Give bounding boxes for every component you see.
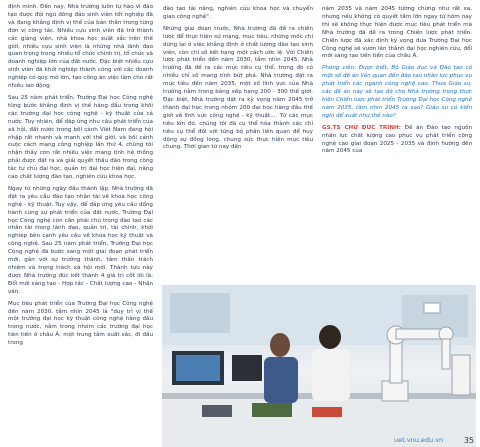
photo-illustration (162, 285, 476, 447)
robot-arm-lab-photo (162, 285, 476, 447)
text-column-2 (163, 6, 313, 156)
website-url[interactable]: uet.vnu.edu.vn (394, 436, 444, 444)
paragraph: Những giai đoạn trước, Nhà trường đã đề ra chiến lược để thực hiện sứ mạng, mục tiêu, những mốc chỉ dừng lại ở việc khẳng định ở chất lượng đào tạo sinh viên, còn chỉ số kết hạng một cách ước lệ. Với Chiến lược phát triển đến năm 2030, tầm nhìn 2045, Nhà trường đã đề ra các mục tiêu cụ thể, trong đó có nhiều chỉ số mang tính bứt phá. Nhà trường đặt ra mục tiêu đến năm 2035, một số lĩnh vực của Nhà trường nằm trong bảng xếp hạng 200 - 300 thế giới. Đặc biệt, Nhà trường đặt ra kỳ vọng năm 2045 trở thành đại học trong nhóm 200 đại học hàng đầu thế giới về lĩnh vực công nghệ - kỹ thuật,... Từ các mục tiêu lớn đó, chúng tôi đã cụ thể hóa thành các chỉ tiêu cụ thể đối với từng bộ phận liên quan để huy động sự đồng lòng, chung sức thực hiện mục tiêu chung. Thời gian từ nay đến (163, 25, 313, 151)
paragraph: Mục tiêu phát triển của Trường Đại học Công nghệ đến năm 2030, tầm nhìn 2045 là "duy trì vị thế một trường đại học kỹ thuật công nghệ hàng đầu trong nước, nằm trong nhóm các trường đại học tiên tiến ở châu Á; một trung tâm xuất sắc, đi đầu trong (8, 300, 153, 347)
paragraph: định mình. Đến nay, Nhà trường luôn tự hào vì đào tạo được đội ngũ đông đảo sinh viên tốt nghiệp đã và đang khẳng định vị thế của bản thân trong từng đơn vị công tác. Nhiều cựu sinh viên đã trở thành các giảng viên, nhà khoa học xuất sắc trên thế giới, nhiều cựu sinh viên là những nhà lãnh đạo quan trọng trong nhiều tổ chức chính trị, tổ chức và doanh nghiệp lớn của đất nước. Đặc biệt nhiều cựu sinh viên đã khởi nghiệp thành công với các doanh nghiệp có quy mô lớn, tạo công ăn việc làm cho rất nhiều lao động. (8, 4, 153, 90)
answer-speaker-label: GS.TS CHỬ ĐỨC TRÌNH: (322, 124, 401, 131)
paragraph: năm 2035 và năm 2045 tưởng chừng như rất xa, nhưng nếu không có quyết tâm lớn ngay từ hôm nay thì sẽ không thực hiện được mục tiêu phát triển mà Nhà trường đã đề ra trong Chiến lược phát triển. Chiến lược đã xác định kỳ vọng đưa Trường Đại học Công nghệ sẽ vươn lên thành đại học nghiên cứu, đổi mới sáng tạo tiến tiến của châu Á. (322, 6, 472, 60)
answer-text: Đề án Đào tạo nguồn nhân lực chất lượng cao phục vụ phát triển công nghệ cao giai đoạn 2025 - 2035 và định hướng đến năm 2045 của (322, 124, 472, 155)
text-column-3 (322, 6, 472, 160)
text-column-1 (8, 4, 153, 352)
paragraph: Sau 25 năm phát triển, Trường Đại học Công nghệ từng bước khẳng định vị thế hàng đầu trong khối các trường đại học công nghệ - kỹ thuật của cả nước. Tuy nhiên, để đáp ứng nhu cầu phát triển của xã hội, đất nước trong bối cảnh Việt Nam đang hội nhập rất nhanh và mạnh với thế giới, và bối cảnh cuộc cách mạng công nghiệp lần thứ 4, chúng tôi nhận thấy còn rất nhiều việc mang tính hệ thống phải được đặt ra và giải quyết thấu đáo trong công tác tự chủ đại học, quản trị đại học hiện đại, nâng cao chất lượng đào tạo, nghiên cứu khoa học. (8, 94, 153, 181)
interview-question: Phóng viên: Được biết, Bộ Giáo dục và Đào tạo có một số đề án liên quan đến đào tạo nhân lực phục vụ phát triển các ngành công nghệ cao. Thưa Giáo sư, các đề án này sẽ tạo đà cho Nhà trường trong thực hiện Chiến lược phát triển Trường Đại học Công nghệ năm 2035, tầm nhìn 2045 ra sao? Giáo sư có kiến nghị để xuất như thế nào? (322, 65, 472, 119)
page-footer (322, 433, 480, 447)
page-number: 35 (463, 436, 474, 445)
paragraph: đào tạo tài năng, nghiên cứu khoa học và chuyển giao công nghệ". (163, 6, 313, 20)
interview-answer (322, 125, 472, 157)
paragraph: Ngay từ những ngày đầu thành lập, Nhà trường đã đặt ra yêu cầu đào tạo nhân tài về khoa học công nghệ - kỹ thuật. Tuy vậy, để đáp ứng yêu cầu đổng hành cùng sự phát triển của đất nước, Trường Đại học Công nghệ còn cần phải chú trọng đào tạo các nhân tài trong lãnh đạo, quản trị, tài chính, khởi nghiệp bên cạnh yêu cầu về khoa học kỹ thuật và công nghệ. Sau 25 năm phát triển, Trường Đại học Công nghệ đã bước sang một giai đoạn phát triển mới, gắn với sự trưởng thành, tầm thân trách nhiệm và trọng trách xã hội mới. Thành tựu này được Nhà trường đúc kết thành 4 giá trị cốt lõi là: Đổi mới sáng tạo - Hợp tác - Chất lượng cao - Nhân văn. (8, 185, 153, 295)
